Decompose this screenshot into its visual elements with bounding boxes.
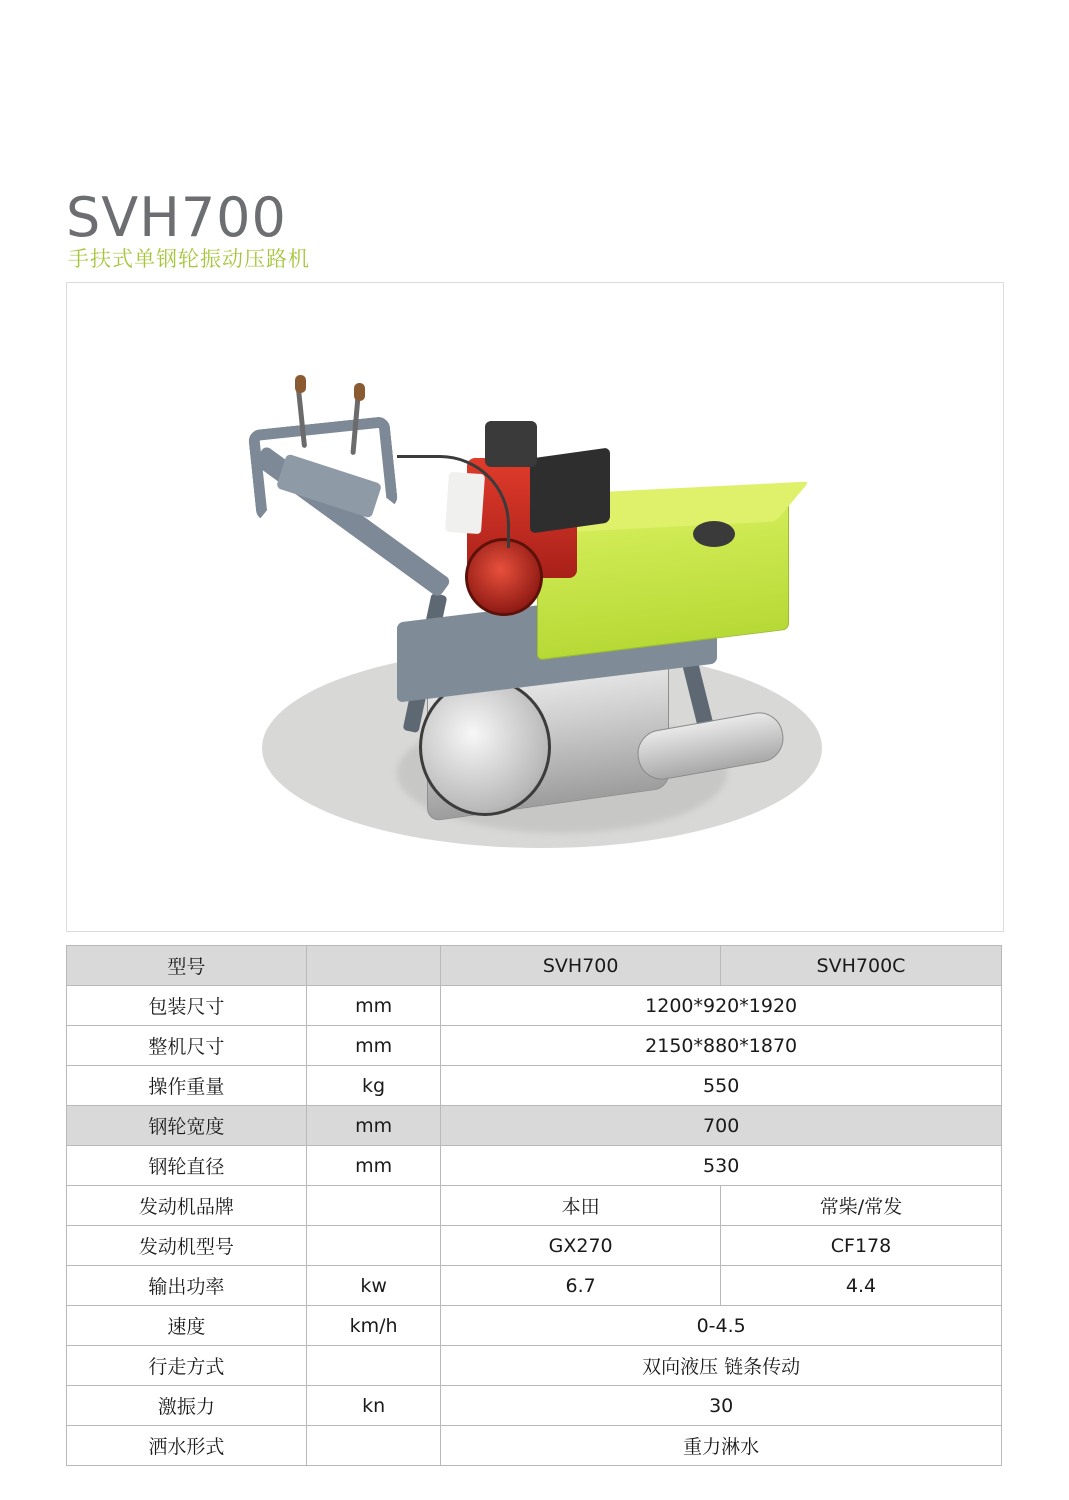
cell-unit: kn [306,1386,440,1426]
tank-filler-cap [693,521,735,547]
table-row-drive-type [67,1346,1002,1386]
cell-label: 发动机型号 [67,1226,307,1266]
cell-unit [306,946,440,986]
table-row-engine-model [67,1226,1002,1266]
cell-unit: kg [306,1066,440,1106]
table-row-operating-weight [67,1066,1002,1106]
cell-unit [306,1186,440,1226]
cell-label: 发动机品牌 [67,1186,307,1226]
cell-label: 操作重量 [67,1066,307,1106]
cell-value-svh700: SVH700 [441,946,721,986]
control-lever-right-knob [354,383,365,401]
table-row-drum-diameter [67,1146,1002,1186]
cell-value: 530 [441,1146,1002,1186]
cell-unit [306,1226,440,1266]
cell-label: 洒水形式 [67,1426,307,1466]
specification-table [66,945,1002,1466]
cell-label: 钢轮宽度 [67,1106,307,1146]
cell-value-svh700c: 常柴/常发 [721,1186,1002,1226]
cell-unit: kw [306,1266,440,1306]
cell-value: 2150*880*1870 [441,1026,1002,1066]
cell-value: 550 [441,1066,1002,1106]
engine-head-cover [485,421,537,467]
air-filter-box [530,447,610,533]
page-title: SVH700 [66,186,287,250]
product-image-frame [66,282,1004,932]
cell-value: 1200*920*1920 [441,986,1002,1026]
cell-unit: mm [306,1146,440,1186]
cell-label: 钢轮直径 [67,1146,307,1186]
cell-value-svh700: 本田 [441,1186,721,1226]
cell-label: 型号 [67,946,307,986]
product-illustration [67,283,1003,931]
cell-label: 行走方式 [67,1346,307,1386]
table-row-machine-size [67,1026,1002,1066]
cell-value: 30 [441,1386,1002,1426]
cell-value: 700 [441,1106,1002,1146]
engine-recoil-starter [465,538,543,616]
table-row-package-size [67,986,1002,1026]
cell-label: 输出功率 [67,1266,307,1306]
cell-unit: mm [306,1026,440,1066]
cell-value-svh700c: SVH700C [721,946,1002,986]
table-row-exciting-force [67,1386,1002,1426]
cell-label: 包装尺寸 [67,986,307,1026]
cell-unit [306,1426,440,1466]
cell-label: 激振力 [67,1386,307,1426]
table-row-model [67,946,1002,986]
table-row-speed [67,1306,1002,1346]
cell-unit [306,1346,440,1386]
cell-value: 重力淋水 [441,1426,1002,1466]
control-lever-left-knob [295,375,306,393]
cell-value: 0-4.5 [441,1306,1002,1346]
drum-side-face [419,678,551,816]
cell-value-svh700: 6.7 [441,1266,721,1306]
table-row-output-power [67,1266,1002,1306]
cell-unit: km/h [306,1306,440,1346]
cell-label: 整机尺寸 [67,1026,307,1066]
table-row-watering-type [67,1426,1002,1466]
cell-value: 双向液压 链条传动 [441,1346,1002,1386]
table-row-drum-width [67,1106,1002,1146]
cell-unit: mm [306,986,440,1026]
cell-unit: mm [306,1106,440,1146]
cell-value-svh700: GX270 [441,1226,721,1266]
cell-value-svh700c: CF178 [721,1226,1002,1266]
page-subtitle: 手扶式单钢轮振动压路机 [68,248,310,271]
cell-label: 速度 [67,1306,307,1346]
table-row-engine-brand [67,1186,1002,1226]
cell-value-svh700c: 4.4 [721,1266,1002,1306]
